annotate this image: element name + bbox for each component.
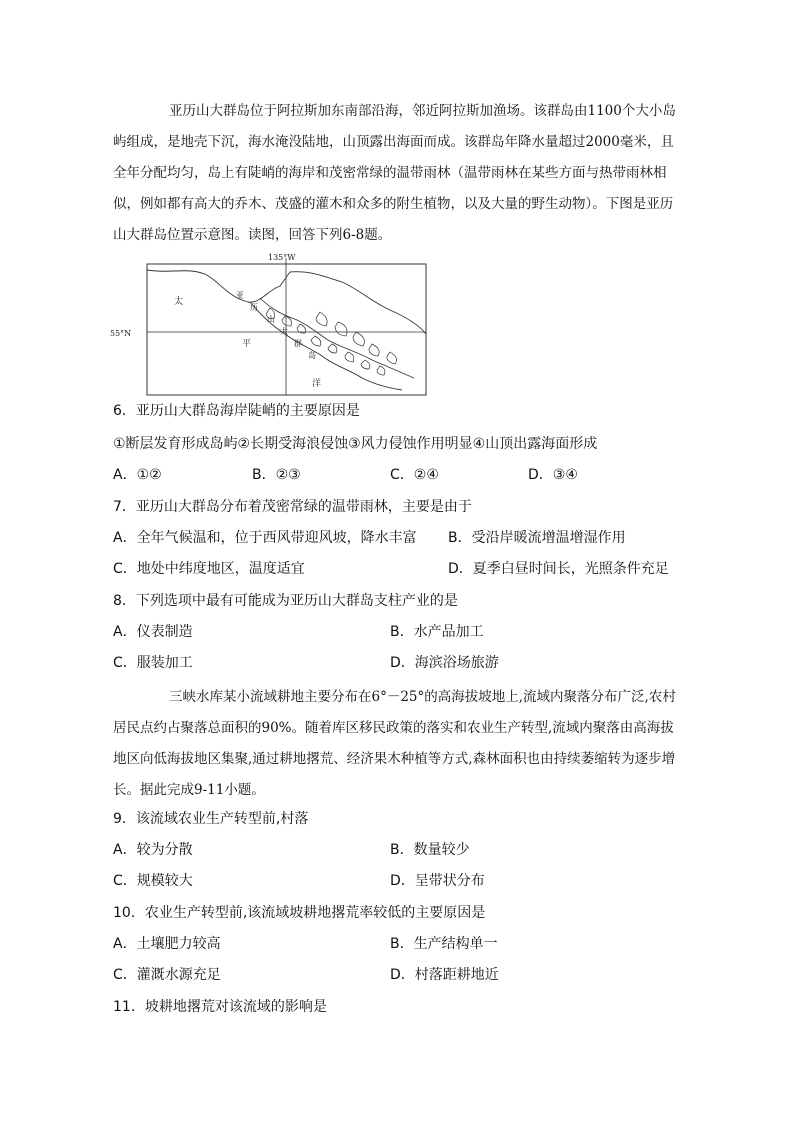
- q9-option-c[interactable]: C．规模较大: [113, 873, 193, 889]
- q8-option-c[interactable]: C．服装加工: [113, 655, 193, 671]
- label-tai: 太: [174, 297, 184, 307]
- passage-text-2: 三峡水库某小流域耕地主要分布在6°－25°的高海拔坡地上,流域内聚落分布广泛,农村居民点约占聚落总面积的90%。随着库区移民政策的落实和农业生产转型,流域内聚落由高海拔地区向低海拔地区集聚,通过耕地撂荒、经济果木种植等方式,森林面积也由持续萎缩转为逐步增长。据此完成9-11小题。: [113, 689, 676, 798]
- label-li: 历: [250, 303, 258, 312]
- map-svg: [110, 252, 430, 397]
- q9-stem: 9．该流域农业生产转型前,村落: [113, 811, 309, 827]
- passage-text: 亚历山大群岛位于阿拉斯加东南部沿海，邻近阿拉斯加渔场。该群岛由1100个大小岛屿组成，是地壳下沉，海水淹没陆地，山顶露出海面而成。该群岛年降水量超过2000毫米，且全年分配均匀，岛上有陡峭的海岸和茂密常绿的温带雨林（温带雨林在某些方面与热带雨林相似，例如都有高大的乔木、茂盛的灌木和众多的附生植物，以及大量的野生动物）。下图是亚历山大群岛位置示意图。读图，回答下列6-8题。: [113, 103, 676, 243]
- label-dao: 岛: [308, 351, 316, 360]
- label-ya: 亚: [236, 291, 244, 300]
- q6-items: ①断层发育形成岛屿②长期受海浪侵蚀③风力侵蚀作用明显④山顶出露海面形成: [113, 436, 598, 452]
- q7-option-b[interactable]: B．受沿岸暖流增温增湿作用: [448, 530, 626, 546]
- q9-option-a[interactable]: A．较为分散: [113, 842, 193, 858]
- q8-option-b[interactable]: B．水产品加工: [390, 624, 484, 640]
- q10-option-a[interactable]: A．土壤肥力较高: [113, 936, 221, 952]
- label-da: 大: [280, 327, 288, 336]
- q6-option-c[interactable]: C．②④: [390, 467, 439, 483]
- q10-option-c[interactable]: C．灌溉水源充足: [113, 967, 221, 983]
- q10-option-b[interactable]: B．生产结构单一: [390, 936, 498, 952]
- q7-option-a[interactable]: A．全年气候温和，位于西风带迎风坡，降水丰富: [113, 530, 417, 546]
- latitude-label: 55°N: [110, 329, 132, 338]
- q6-option-a[interactable]: A．①②: [113, 467, 162, 483]
- q7-stem: 7．亚历山大群岛分布着茂密常绿的温带雨林，主要是由于: [113, 499, 472, 515]
- q10-option-d[interactable]: D．村落距耕地近: [390, 967, 499, 983]
- q10-stem: 10．农业生产转型前,该流域坡耕地撂荒率较低的主要原因是: [113, 905, 486, 921]
- q8-stem: 8．下列选项中最有可能成为亚历山大群岛支柱产业的是: [113, 593, 458, 609]
- q6-stem: 6．亚历山大群岛海岸陡峭的主要原因是: [113, 403, 360, 419]
- label-qun: 群: [294, 339, 302, 348]
- q9-option-d[interactable]: D．呈带状分布: [390, 873, 485, 889]
- q11-stem: 11．坡耕地撂荒对该流域的影响是: [113, 999, 327, 1015]
- q6-option-b[interactable]: B．②③: [252, 467, 301, 483]
- q8-option-a[interactable]: A．仪表制造: [113, 624, 193, 640]
- label-shan: 山: [267, 315, 275, 324]
- longitude-label: 135°W: [268, 253, 296, 262]
- passage-three-gorges: [113, 682, 685, 806]
- label-ping: 平: [242, 339, 252, 349]
- q7-option-c[interactable]: C．地处中纬度地区，温度适宜: [113, 561, 305, 577]
- label-yang: 洋: [312, 379, 322, 389]
- q9-option-b[interactable]: B．数量较少: [390, 842, 470, 858]
- q7-option-d[interactable]: D．夏季白昼时间长，光照条件充足: [448, 561, 669, 577]
- q8-option-d[interactable]: D．海滨浴场旅游: [390, 655, 499, 671]
- q6-option-d[interactable]: D．③④: [528, 467, 578, 483]
- alexander-archipelago-map: [110, 252, 430, 397]
- passage-alexander-archipelago: [113, 96, 685, 251]
